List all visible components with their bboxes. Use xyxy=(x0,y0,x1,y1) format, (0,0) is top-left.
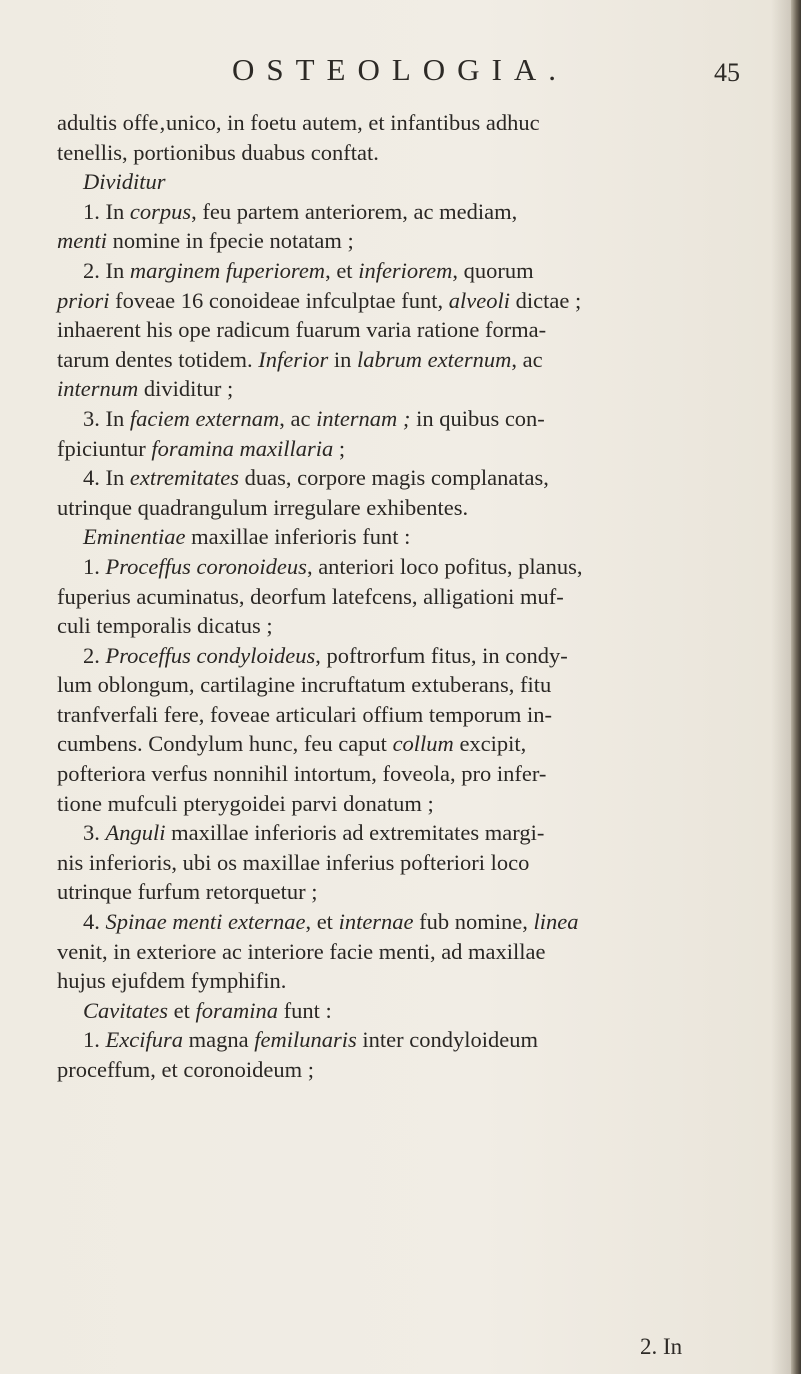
text-segment: maxillae inferioris funt : xyxy=(185,524,411,550)
text-line xyxy=(57,641,737,671)
italic-term: Eminentiae xyxy=(83,524,186,550)
text-segment: tenellis, portionibus duabus conftat. xyxy=(57,139,379,165)
text-line xyxy=(57,374,737,404)
text-segment: ‚ xyxy=(158,110,166,135)
text-line xyxy=(57,286,737,316)
italic-term: Anguli xyxy=(105,820,166,846)
italic-term: internae xyxy=(338,909,414,935)
text-line xyxy=(57,670,737,700)
text-line xyxy=(57,434,737,464)
text-segment: 1. In xyxy=(83,198,130,224)
text-line xyxy=(57,315,737,345)
text-segment: in xyxy=(328,346,357,372)
text-segment: inhaerent his ope radicum fuarum varia ratione forma- xyxy=(57,317,547,343)
text-line xyxy=(57,818,737,848)
text-segment: utrinque quadrangulum irregulare exhibentes. xyxy=(57,494,469,520)
text-segment: tione mufculi pterygoidei parvi donatum ; xyxy=(57,790,434,816)
binding-shadow xyxy=(771,0,791,1374)
text-segment: in quibus con- xyxy=(410,405,545,431)
text-segment: inter condyloideum xyxy=(356,1027,538,1053)
text-segment: pofteriora verfus nonnihil intortum, foveola, pro infer- xyxy=(57,761,547,787)
text-line xyxy=(57,966,737,996)
page-number: 45 xyxy=(714,58,740,87)
text-segment: dividitur ; xyxy=(138,376,234,402)
text-line xyxy=(57,611,737,641)
italic-term: internam ; xyxy=(316,405,411,431)
text-segment: utrinque furfum retorquetur ; xyxy=(57,879,318,905)
text-line xyxy=(57,493,737,523)
text-segment: venit, in exteriore ac interiore facie menti, ad maxillae xyxy=(57,938,546,964)
text-line xyxy=(57,108,737,138)
italic-term: alveoli xyxy=(448,287,510,313)
text-segment: nomine in fpecie notatam ; xyxy=(107,228,354,254)
text-line xyxy=(57,404,737,434)
text-segment: maxillae inferioris ad extremitates margi- xyxy=(165,820,545,846)
text-line xyxy=(57,729,737,759)
text-segment: 4. xyxy=(83,909,106,935)
italic-term: Dividitur xyxy=(83,169,166,195)
italic-term: Spinae menti externae xyxy=(105,909,306,935)
text-segment: magna xyxy=(182,1027,255,1053)
italic-term: linea xyxy=(533,909,579,935)
text-line xyxy=(57,996,737,1026)
text-line xyxy=(57,463,737,493)
text-segment: et xyxy=(168,997,196,1023)
italic-term: Proceffus coronoideus xyxy=(105,553,307,579)
text-line xyxy=(57,759,737,789)
text-segment: duas, corpore magis complanatas, xyxy=(239,465,549,491)
book-binding-edge xyxy=(791,0,801,1374)
text-segment: , ac xyxy=(511,346,543,372)
text-segment: 3. xyxy=(83,820,106,846)
text-segment: , anteriori loco pofitus, planus, xyxy=(306,553,583,579)
italic-term: internum xyxy=(57,376,139,402)
text-line xyxy=(57,700,737,730)
italic-term: corpus xyxy=(129,198,192,224)
running-title: OSTEOLOGIA. xyxy=(231,52,569,87)
text-line xyxy=(57,1025,737,1055)
text-line xyxy=(57,138,737,168)
text-segment: fub nomine, xyxy=(413,909,534,935)
text-segment: , ac xyxy=(279,405,317,431)
page-header xyxy=(0,52,801,92)
text-segment: funt : xyxy=(278,997,332,1023)
text-segment: foveae 16 conoideae infculptae funt, xyxy=(109,287,449,313)
text-segment: adultis offe xyxy=(57,110,159,135)
text-segment: fpiciuntur xyxy=(57,435,152,461)
text-segment: lum oblongum, cartilagine incruftatum extuberans, fitu xyxy=(57,672,552,698)
italic-term: Proceffus condyloideus xyxy=(105,642,316,668)
italic-term: marginem fuperiorem xyxy=(129,257,326,283)
italic-term: Excifura xyxy=(105,1027,183,1053)
italic-term: inferiorem xyxy=(358,257,453,283)
text-segment: proceffum, et coronoideum ; xyxy=(57,1057,315,1082)
text-line xyxy=(57,937,737,967)
italic-term: foramina maxillaria xyxy=(151,435,334,461)
text-segment: , et xyxy=(305,909,339,935)
body-text xyxy=(57,108,737,1085)
text-segment: cumbens. Condylum hunc, feu caput xyxy=(57,731,393,757)
text-segment: fuperius acuminatus, deorfum latefcens, alligationi muf- xyxy=(57,583,564,609)
text-segment: , feu partem anteriorem, ac mediam, xyxy=(191,198,518,224)
text-segment: , quorum xyxy=(452,257,534,283)
italic-term: extremitates xyxy=(129,465,240,491)
text-segment: dictae ; xyxy=(509,287,582,313)
text-segment: hujus ejufdem fymphifin. xyxy=(57,968,287,994)
catchword: 2. In xyxy=(640,1334,683,1359)
text-line xyxy=(57,345,737,375)
text-segment: culi temporalis dicatus ; xyxy=(57,613,273,639)
text-line xyxy=(57,907,737,937)
text-segment: , et xyxy=(325,257,359,283)
text-segment: unico, in foetu autem, et infantibus adhuc xyxy=(165,110,540,135)
text-segment: nis inferioris, ubi os maxillae inferius pofteriori loco xyxy=(57,849,530,875)
text-segment: tranfverfali fere, foveae articulari offium temporum in- xyxy=(57,701,552,727)
text-line xyxy=(57,582,737,612)
text-segment: tarum dentes totidem. xyxy=(57,346,259,372)
text-segment: 4. In xyxy=(83,465,130,491)
text-line xyxy=(57,167,737,197)
text-line xyxy=(57,877,737,907)
text-segment: 2. In xyxy=(83,257,130,283)
italic-term: Cavitates xyxy=(83,997,168,1023)
text-segment: , poftrorfum fitus, in condy- xyxy=(315,642,568,668)
text-line xyxy=(57,848,737,878)
italic-term: femilunaris xyxy=(254,1027,357,1053)
text-segment: ; xyxy=(333,435,346,461)
text-line xyxy=(57,522,737,552)
text-line xyxy=(57,1055,737,1085)
text-line xyxy=(57,256,737,286)
text-line xyxy=(57,197,737,227)
text-segment: 1. xyxy=(83,553,106,579)
text-segment: 2. xyxy=(83,642,106,668)
text-segment: excipit, xyxy=(453,731,527,757)
italic-term: faciem externam xyxy=(129,405,280,431)
text-segment: 1. xyxy=(83,1027,106,1053)
text-line xyxy=(57,226,737,256)
italic-term: collum xyxy=(392,731,454,757)
italic-term: priori xyxy=(57,287,110,313)
italic-term: foramina xyxy=(195,997,279,1023)
italic-term: Inferior xyxy=(258,346,329,372)
italic-term: labrum externum xyxy=(356,346,512,372)
text-segment: 3. In xyxy=(83,405,130,431)
italic-term: menti xyxy=(57,228,107,254)
text-line xyxy=(57,552,737,582)
text-line xyxy=(57,789,737,819)
